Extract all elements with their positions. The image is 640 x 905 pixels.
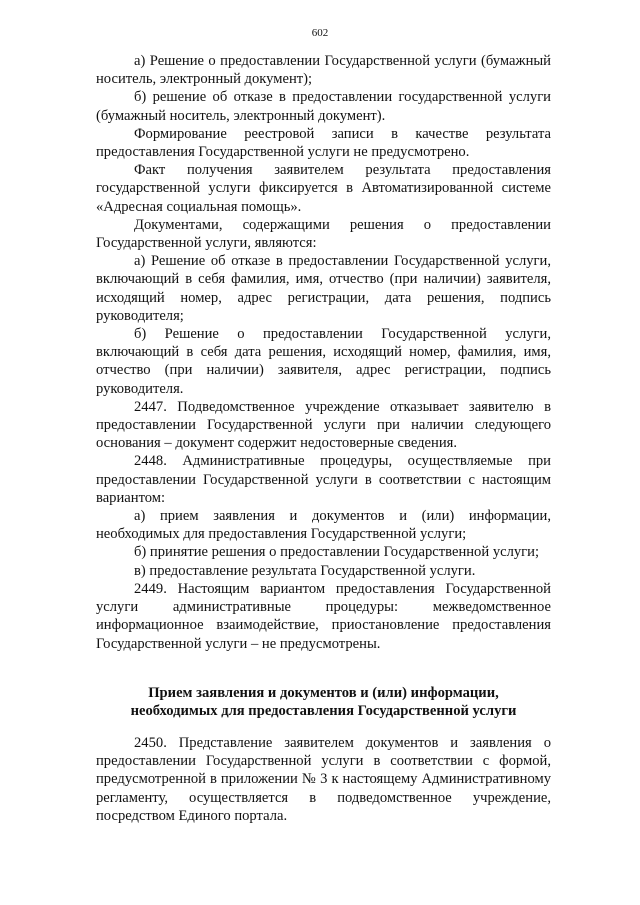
paragraph-procedure-a: а) прием заявления и документов и (или) информации, необходимых для предоставления Государственной услуги; (96, 508, 551, 543)
section-heading (96, 684, 551, 720)
document-body (96, 52, 551, 653)
paragraph-registry-record: Формирование реестровой записи в качестве результата предоставления Государственной услуги не предусмотрено. (96, 125, 551, 161)
paragraph-procedure-c: в) предоставление результата Государственной услуги. (134, 562, 476, 579)
paragraph-result-a: а) Решение о предоставлении Государственной услуги (бумажный носитель, электронный документ); (96, 53, 551, 88)
paragraph-procedure-b: б) принятие решения о предоставлении Государственной услуги; (134, 544, 540, 561)
paragraph-grant-decision: б) Решение о предоставлении Государственной услуги, включающий в себя дата решения, исходящий номер, фамилия, имя, отчество (при наличии) заявителя, адрес регистрации, подпись руководителя. (96, 326, 551, 397)
paragraph-receipt-fact: Факт получения заявителем результата предоставления государственной услуги фиксируется в Автоматизированной системе «Адресная социальная помощь». (96, 162, 551, 215)
section-body (96, 734, 551, 825)
paragraph-2448: 2448. Административные процедуры, осуществляемые при предоставлении Государственной услуги в соответствии с настоящим вариантом: (96, 453, 551, 506)
paragraph-2449: 2449. Настоящим вариантом предоставления Государственной услуги административные процедуры: межведомственное информационное взаимодействие, приостановление предоставления Государственной услуги – не предусмотрены. (96, 580, 551, 652)
paragraph-result-b: б) решение об отказе в предоставлении государственной услуги (бумажный носитель, электронный документ). (96, 89, 551, 124)
paragraph-decision-documents: Документами, содержащими решения о предоставлении Государственной услуги, являются: (96, 216, 551, 252)
paragraph-refusal-decision: а) Решение об отказе в предоставлении Государственной услуги, включающий в себя фамилия, имя, отчество (при наличии) заявителя, исходящий номер, адрес регистрации, дата решения, подпись руководителя; (96, 253, 551, 324)
paragraph-2447: 2447. Подведомственное учреждение отказывает заявителю в предоставлении Государственной услуги при наличии следующего основания – документ содержит недостоверные сведения. (96, 398, 551, 452)
section-heading-line-2: необходимых для предоставления Государственной услуги (130, 703, 517, 720)
paragraph-2450: 2450. Представление заявителем документов и заявления о предоставлении Государственной услуги в соответствии с формой, предусмотренной в приложении № 3 к настоящему Административному регламенту, осуществляется в подведомственное учреждение, посредством Единого портала. (96, 735, 551, 824)
section-heading-line-1: Прием заявления и документов и (или) информации, (148, 685, 499, 701)
page-number: 602 (311, 27, 329, 39)
